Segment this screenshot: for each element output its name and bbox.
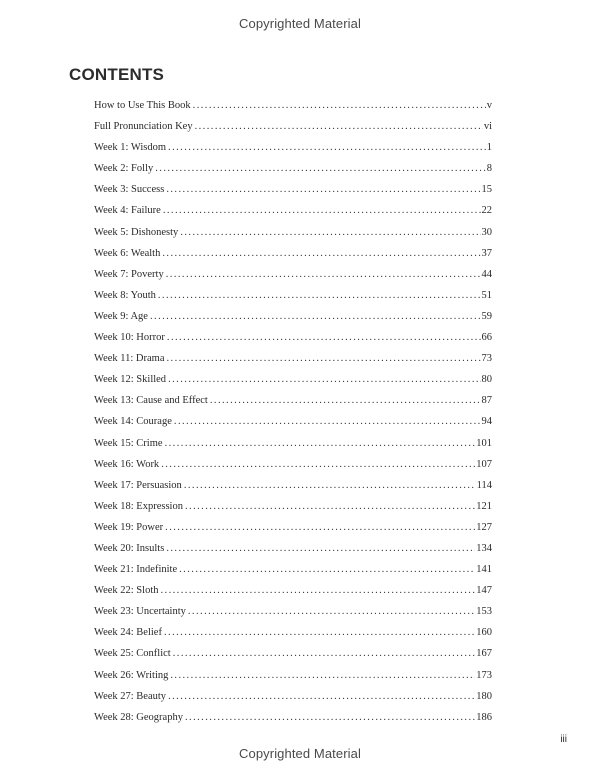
toc-entry-page: 127: [476, 521, 492, 533]
toc-entry-title: Week 6: Wealth: [94, 247, 161, 259]
toc-entry-page: 141: [476, 564, 492, 576]
toc-entry-page: 1: [486, 142, 492, 154]
toc-entry-title: Week 24: Belief: [94, 627, 162, 639]
toc-entry-page: 167: [476, 648, 492, 660]
dot-leader: [164, 622, 475, 643]
toc-entry-title: Week 14: Courage: [94, 416, 172, 428]
toc-entry[interactable]: [94, 369, 492, 390]
toc-entry-title: Week 5: Dishonesty: [94, 226, 179, 238]
toc-entry-page: v: [486, 100, 492, 111]
toc-entry-page: 94: [481, 416, 492, 428]
dot-leader: [167, 327, 481, 348]
dot-leader: [150, 306, 481, 327]
toc-entry-page: 180: [476, 690, 492, 702]
toc-entry[interactable]: [94, 475, 492, 496]
toc-entry[interactable]: [94, 454, 492, 475]
dot-leader: [179, 559, 475, 580]
toc-entry-title: Week 16: Work: [94, 458, 160, 470]
toc-entry-page: 114: [476, 479, 492, 491]
dot-leader: [165, 433, 476, 454]
dot-leader: [195, 116, 483, 137]
dot-leader: [158, 285, 481, 306]
toc-entry[interactable]: [94, 95, 492, 116]
toc-entry-page: 121: [476, 500, 492, 512]
toc-entry-title: Week 22: Sloth: [94, 585, 159, 597]
toc-entry-title: Week 19: Power: [94, 521, 164, 533]
toc-entry-title: Week 26: Writing: [94, 669, 169, 681]
toc-entry-title: Week 7: Poverty: [94, 268, 164, 280]
dot-leader: [185, 707, 475, 728]
dot-leader: [173, 643, 476, 664]
dot-leader: [180, 222, 480, 243]
dot-leader: [168, 137, 486, 158]
toc-entry-page: 51: [481, 289, 492, 301]
page-title: CONTENTS: [69, 65, 165, 84]
toc-entry-title: Week 25: Conflict: [94, 648, 171, 660]
toc-entry-title: Week 1: Wisdom: [94, 142, 167, 154]
toc-entry-title: Week 9: Age: [94, 310, 148, 322]
toc-entry-page: 160: [476, 627, 492, 639]
toc-entry-page: 66: [481, 332, 492, 344]
toc-entry[interactable]: [94, 517, 492, 538]
dot-leader: [155, 158, 486, 179]
toc-entry-title: Week 10: Horror: [94, 332, 165, 344]
toc-entry[interactable]: [94, 580, 492, 601]
dot-leader: [162, 243, 480, 264]
toc-entry[interactable]: [94, 348, 492, 369]
toc-entry-page: 73: [481, 353, 492, 365]
toc-entry-title: Week 4: Failure: [94, 205, 161, 217]
toc-entry[interactable]: [94, 285, 492, 306]
toc-entry[interactable]: [94, 264, 492, 285]
dot-leader: [185, 496, 475, 517]
toc-entry-title: Week 23: Uncertainty: [94, 606, 186, 618]
toc-entry[interactable]: [94, 411, 492, 432]
toc-entry-page: 22: [481, 205, 492, 217]
toc-entry-title: Week 20: Insults: [94, 542, 165, 554]
toc-entry[interactable]: [94, 116, 492, 137]
dot-leader: [161, 454, 475, 475]
dot-leader: [168, 369, 480, 390]
dot-leader: [166, 538, 475, 559]
dot-leader: [167, 348, 481, 369]
toc-entry-page: 8: [486, 163, 492, 175]
dot-leader: [193, 95, 486, 116]
toc-entry[interactable]: [94, 433, 492, 454]
toc-entry[interactable]: [94, 643, 492, 664]
toc-entry[interactable]: [94, 327, 492, 348]
toc-entry-title: Week 21: Indefinite: [94, 564, 178, 576]
toc-entry[interactable]: [94, 686, 492, 707]
toc-entry[interactable]: [94, 158, 492, 179]
toc-entry[interactable]: [94, 200, 492, 221]
dot-leader: [184, 475, 476, 496]
toc-entry-page: 173: [476, 669, 492, 681]
toc-entry-page: 80: [481, 374, 492, 386]
toc-entry-page: 147: [476, 585, 492, 597]
toc-entry-page: 37: [481, 247, 492, 259]
dot-leader: [166, 264, 481, 285]
toc-entry-page: 134: [476, 542, 492, 554]
toc-entry[interactable]: [94, 665, 492, 686]
toc-entry-title: How to Use This Book: [94, 100, 191, 111]
toc-entry-title: Week 28: Geography: [94, 711, 183, 723]
watermark-top: Copyrighted Material: [239, 16, 361, 31]
toc-entry-title: Week 12: Skilled: [94, 374, 167, 386]
dot-leader: [210, 390, 481, 411]
toc-entry[interactable]: [94, 707, 492, 728]
toc-entry[interactable]: [94, 222, 492, 243]
toc-entry-title: Week 3: Success: [94, 184, 165, 196]
toc-entry-title: Week 17: Persuasion: [94, 479, 182, 491]
dot-leader: [174, 411, 481, 432]
toc-entry-title: Week 27: Beauty: [94, 690, 167, 702]
toc-entry[interactable]: [94, 496, 492, 517]
toc-entry-page: 44: [481, 268, 492, 280]
toc-entry-title: Week 2: Folly: [94, 163, 154, 175]
toc-entry-title: Week 13: Cause and Effect: [94, 395, 208, 407]
table-of-contents: [94, 95, 492, 728]
toc-entry-page: 153: [476, 606, 492, 618]
dot-leader: [168, 686, 475, 707]
dot-leader: [166, 179, 480, 200]
toc-entry-page: 30: [481, 226, 492, 238]
watermark-bottom: Copyrighted Material: [239, 746, 361, 761]
toc-entry-page: 15: [481, 184, 492, 196]
toc-entry-page: 87: [481, 395, 492, 407]
toc-entry[interactable]: [94, 622, 492, 643]
toc-entry-title: Week 8: Youth: [94, 289, 156, 301]
toc-entry-page: vi: [483, 121, 492, 133]
toc-entry-title: Week 18: Expression: [94, 500, 183, 512]
dot-leader: [160, 580, 475, 601]
toc-entry[interactable]: [94, 306, 492, 327]
toc-entry[interactable]: [94, 538, 492, 559]
toc-entry-page: 59: [481, 310, 492, 322]
toc-entry[interactable]: [94, 390, 492, 411]
dot-leader: [165, 517, 475, 538]
dot-leader: [163, 200, 481, 221]
toc-entry-title: Full Pronunciation Key: [94, 121, 193, 133]
toc-entry-title: Week 11: Drama: [94, 353, 165, 365]
toc-entry-page: 101: [476, 437, 492, 449]
dot-leader: [188, 601, 475, 622]
toc-entry[interactable]: [94, 243, 492, 264]
toc-entry-page: 186: [476, 711, 492, 723]
toc-entry[interactable]: [94, 179, 492, 200]
page-number: iii: [560, 734, 567, 745]
toc-entry-title: Week 15: Crime: [94, 437, 163, 449]
dot-leader: [170, 665, 475, 686]
toc-entry[interactable]: [94, 559, 492, 580]
toc-entry[interactable]: [94, 601, 492, 622]
toc-entry-page: 107: [476, 458, 492, 470]
toc-entry[interactable]: [94, 137, 492, 158]
